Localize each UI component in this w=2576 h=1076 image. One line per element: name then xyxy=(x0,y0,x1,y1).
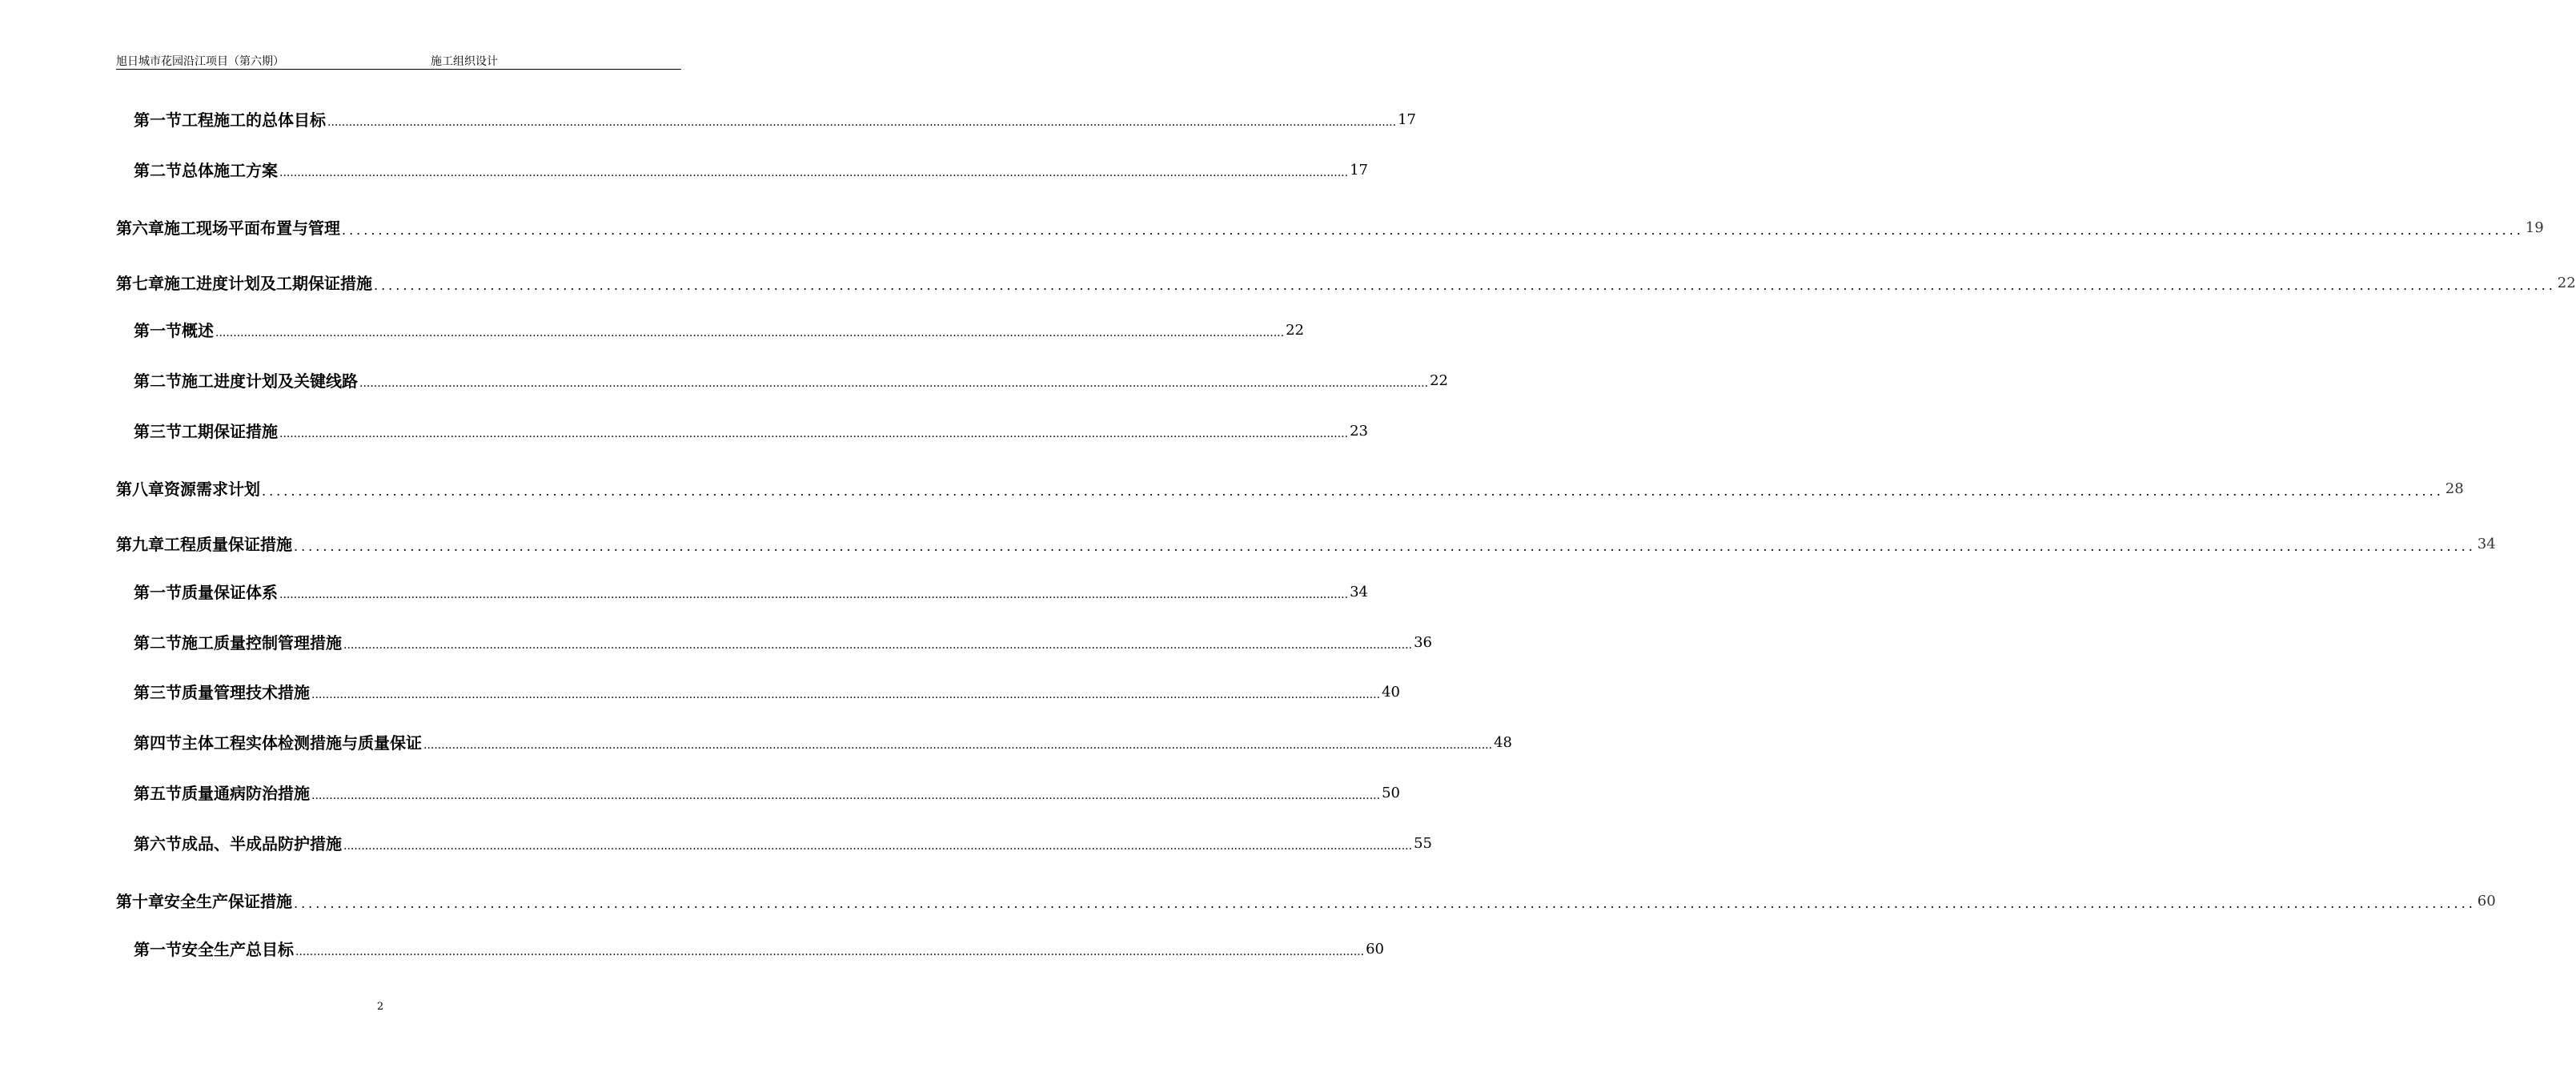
toc-entry[interactable] xyxy=(134,108,1416,132)
toc-entry-page: 22 xyxy=(1430,372,1448,389)
toc-entry[interactable] xyxy=(134,781,1400,805)
toc-entry[interactable] xyxy=(116,271,2576,295)
toc-dot-leader: ............................................................................................................................................................................................................................................................................................................ xyxy=(343,639,1413,652)
toc-entry[interactable] xyxy=(134,319,1304,343)
toc-dot-leader: ............................................................................................................................................................................................................................................................................................................ xyxy=(294,539,2476,554)
toc-entry[interactable] xyxy=(134,731,1512,755)
toc-entry-title: 资源需求计划 xyxy=(164,480,260,499)
toc-entry-title: 成品、半成品防护措施 xyxy=(182,834,342,853)
toc-dot-leader: ............................................................................................................................................................................................................................................................................................................ xyxy=(294,896,2476,911)
toc-entry-page: 17 xyxy=(1398,111,1416,128)
toc-entry-title: 施工现场平面布置与管理 xyxy=(164,219,340,238)
toc-dot-leader: ............................................................................................................................................................................................................................................................................................................ xyxy=(279,428,1349,440)
toc-dot-leader: ............................................................................................................................................................................................................................................................................................................ xyxy=(215,327,1285,339)
toc-entry-title: 质量保证体系 xyxy=(182,583,278,602)
toc-entry[interactable] xyxy=(134,681,1400,705)
toc-entry[interactable] xyxy=(134,420,1368,444)
toc-entry-title: 施工质量控制管理措施 xyxy=(182,633,342,652)
page-number: 2 xyxy=(376,1001,384,1013)
toc-entry-title: 施工进度计划及关键线路 xyxy=(182,371,358,391)
toc-entry[interactable] xyxy=(134,580,1368,604)
toc-entry-number: 第十章 xyxy=(116,892,164,911)
header-project-name: 旭日城市花园沿江项目（第六期） xyxy=(116,55,284,68)
toc-entry[interactable] xyxy=(116,477,2464,501)
toc-dot-leader: ............................................................................................................................................................................................................................................................................................................ xyxy=(359,377,1429,390)
toc-entry-page: 28 xyxy=(2445,480,2464,497)
toc-dot-leader: ............................................................................................................................................................................................................................................................................................................ xyxy=(374,278,2556,293)
toc-entry-number: 第一节 xyxy=(134,321,182,340)
toc-dot-leader: ............................................................................................................................................................................................................................................................................................................ xyxy=(423,739,1493,752)
toc-entry-number: 第二节 xyxy=(134,371,182,391)
toc-entry-title: 质量通病防治措施 xyxy=(182,784,310,803)
toc-entry-page: 34 xyxy=(2477,536,2496,552)
toc-entry-number: 第五节 xyxy=(134,784,182,803)
toc-entry-number: 第一节 xyxy=(134,940,182,959)
toc-entry[interactable] xyxy=(116,532,2496,556)
toc-entry-page: 23 xyxy=(1350,423,1368,440)
toc-entry-page: 60 xyxy=(1366,941,1384,958)
toc-entry-number: 第四节 xyxy=(134,733,182,753)
toc-entry-page: 55 xyxy=(1414,835,1432,852)
toc-dot-leader: ............................................................................................................................................................................................................................................................................................................ xyxy=(311,789,1381,802)
toc-entry[interactable] xyxy=(134,832,1432,856)
toc-entry-number: 第九章 xyxy=(116,535,164,554)
toc-entry[interactable] xyxy=(134,369,1448,393)
toc-entry-title: 安全生产保证措施 xyxy=(164,892,292,911)
toc-dot-leader: ............................................................................................................................................................................................................................................................................................................ xyxy=(327,116,1397,129)
toc-dot-leader: ............................................................................................................................................................................................................................................................................................................ xyxy=(279,588,1349,601)
toc-entry[interactable] xyxy=(116,216,2544,240)
toc-entry-page: 40 xyxy=(1382,684,1400,701)
toc-dot-leader: ............................................................................................................................................................................................................................................................................................................ xyxy=(311,689,1381,701)
toc-dot-leader: ............................................................................................................................................................................................................................................................................................................ xyxy=(342,223,2524,238)
toc-entry-number: 第七章 xyxy=(116,274,164,293)
header-document-title: 施工组织设计 xyxy=(431,55,498,68)
toc-entry-title: 质量管理技术措施 xyxy=(182,683,310,702)
toc-entry-number: 第六章 xyxy=(116,219,164,238)
toc-entry-page: 17 xyxy=(1350,162,1368,179)
toc-entry[interactable] xyxy=(134,631,1432,655)
toc-entry-number: 第一节 xyxy=(134,110,182,130)
toc-entry-title: 工期保证措施 xyxy=(182,422,278,441)
toc-entry-page: 34 xyxy=(1350,584,1368,600)
toc-entry-page: 36 xyxy=(1414,634,1432,651)
toc-dot-leader: ............................................................................................................................................................................................................................................................................................................ xyxy=(279,167,1349,179)
toc-entry-page: 60 xyxy=(2477,893,2496,909)
toc-entry-page: 22 xyxy=(1286,322,1304,339)
toc-entry-page: 48 xyxy=(1494,734,1512,751)
toc-entry-number: 第二节 xyxy=(134,161,182,180)
toc-entry-number: 第六节 xyxy=(134,834,182,853)
toc-entry[interactable] xyxy=(134,159,1368,183)
toc-entry-title: 施工进度计划及工期保证措施 xyxy=(164,274,372,293)
toc-entry[interactable] xyxy=(134,937,1384,962)
toc-entry-page: 50 xyxy=(1382,785,1400,801)
toc-dot-leader: ............................................................................................................................................................................................................................................................................................................ xyxy=(262,484,2444,499)
toc-entry-page: 19 xyxy=(2525,219,2544,236)
page-header xyxy=(116,51,681,70)
toc-entry-title: 工程质量保证措施 xyxy=(164,535,292,554)
toc-entry-title: 概述 xyxy=(182,321,214,340)
toc-entry-page: 22 xyxy=(2557,275,2576,291)
toc-entry-number: 第八章 xyxy=(116,480,164,499)
toc-entry-number: 第一节 xyxy=(134,583,182,602)
toc-entry-number: 第三节 xyxy=(134,683,182,702)
toc-entry-title: 工程施工的总体目标 xyxy=(182,110,326,130)
toc-dot-leader: ............................................................................................................................................................................................................................................................................................................ xyxy=(343,840,1413,853)
toc-entry-title: 主体工程实体检测措施与质量保证 xyxy=(182,733,422,753)
toc-entry-number: 第二节 xyxy=(134,633,182,652)
toc-dot-leader: ............................................................................................................................................................................................................................................................................................................ xyxy=(295,946,1365,958)
toc-entry-title: 总体施工方案 xyxy=(182,161,278,180)
toc-entry-number: 第三节 xyxy=(134,422,182,441)
toc-entry[interactable] xyxy=(116,889,2496,913)
toc-entry-title: 安全生产总目标 xyxy=(182,940,294,959)
